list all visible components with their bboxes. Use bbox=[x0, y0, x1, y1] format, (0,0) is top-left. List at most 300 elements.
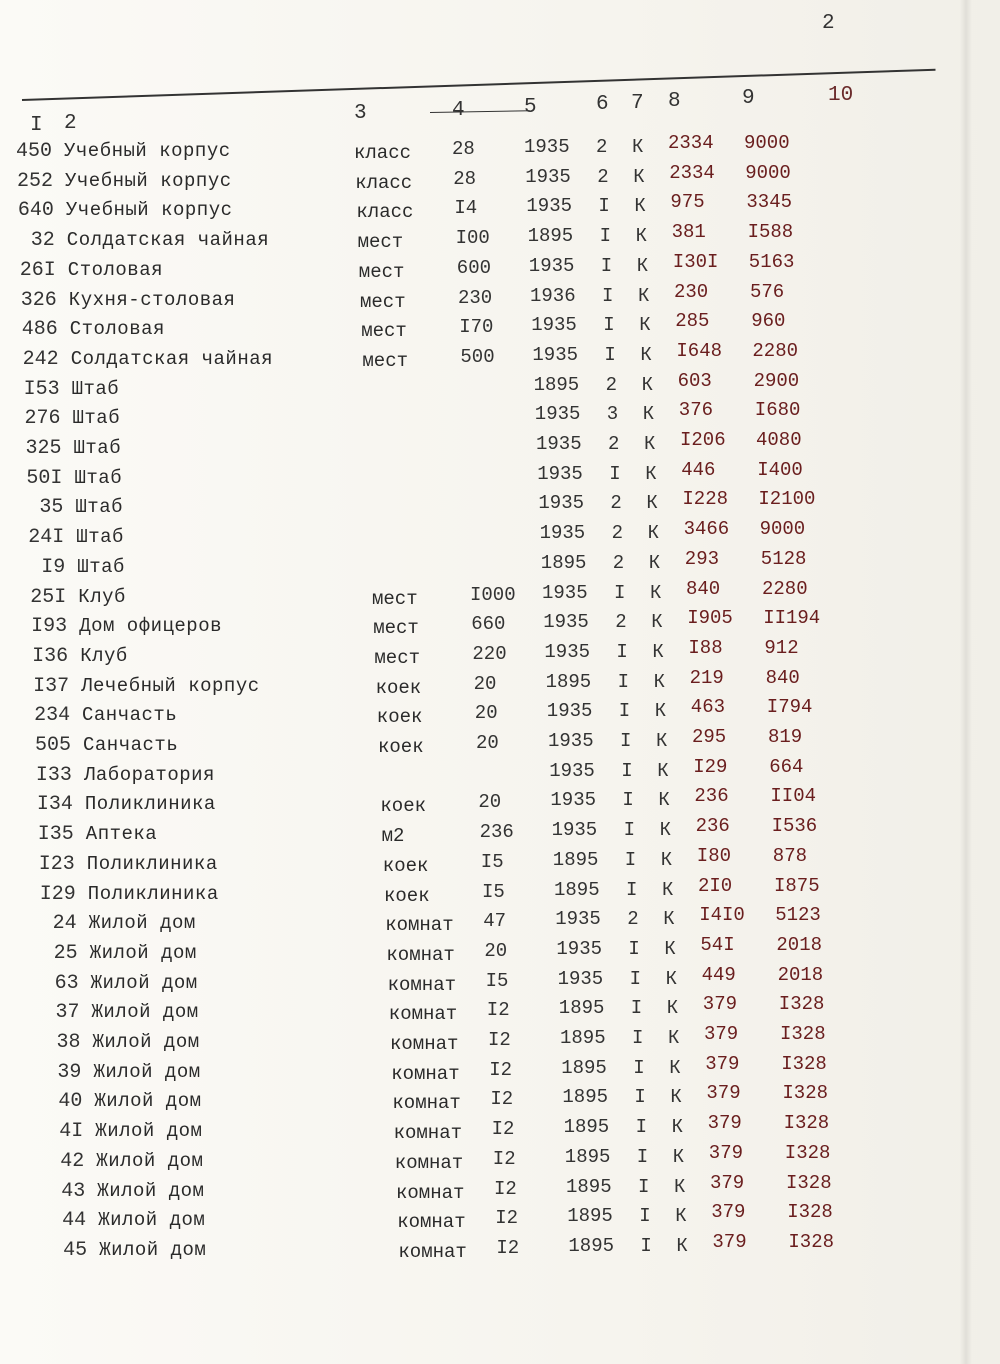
cell-num: 24 bbox=[52, 912, 77, 936]
cell-year: 1935 bbox=[543, 611, 589, 634]
cell-area: 3466 bbox=[683, 518, 730, 541]
cell-qty: 20 bbox=[474, 702, 498, 725]
cell-name: Жилой дом bbox=[97, 1179, 205, 1202]
cell-cost: II194 bbox=[763, 607, 821, 630]
cell-num: 234 bbox=[34, 704, 71, 728]
cell-unit: коек bbox=[378, 736, 424, 758]
cell-num: 32 bbox=[30, 229, 55, 253]
cell-num: I93 bbox=[31, 615, 68, 639]
cell-mat: К bbox=[641, 373, 653, 396]
cell-name: Жилой дом bbox=[92, 1031, 200, 1053]
cell-cost: 576 bbox=[750, 280, 785, 303]
cell-num: 40 bbox=[58, 1090, 83, 1114]
cell-year: 1935 bbox=[536, 433, 582, 455]
cell-mat: К bbox=[654, 700, 667, 723]
cell-mat: К bbox=[633, 165, 645, 188]
cell-year: 1895 bbox=[568, 1234, 614, 1257]
cell-name: Штаб bbox=[71, 377, 120, 400]
cell-cost: 2018 bbox=[777, 963, 824, 986]
cell-cost: 9000 bbox=[759, 518, 806, 541]
column-header-1: I bbox=[30, 114, 43, 137]
cell-num: 505 bbox=[34, 734, 71, 757]
cell-cost: 4080 bbox=[756, 429, 802, 451]
cell-floors: I bbox=[624, 848, 637, 871]
cell-qty: I2 bbox=[489, 1058, 512, 1081]
cell-cost: I794 bbox=[766, 696, 813, 719]
cell-year: 1895 bbox=[563, 1116, 610, 1139]
cell-area: 603 bbox=[677, 369, 712, 392]
cell-name: Штаб bbox=[76, 526, 124, 549]
cell-area: I228 bbox=[682, 488, 728, 511]
cell-name: Жилой дом bbox=[99, 1238, 207, 1261]
cell-mat: К bbox=[636, 254, 649, 277]
cell-cost: II04 bbox=[770, 785, 816, 808]
cell-num: 38 bbox=[56, 1031, 81, 1054]
cell-mat: К bbox=[666, 997, 679, 1020]
cell-cost: I328 bbox=[781, 1052, 827, 1075]
cell-name: Штаб bbox=[75, 496, 123, 519]
cell-name: Солдатская чайная bbox=[66, 229, 270, 252]
cell-area: I30I bbox=[672, 250, 719, 273]
cell-area: 219 bbox=[689, 666, 724, 689]
cell-year: 1895 bbox=[566, 1175, 612, 1198]
cell-area: 379 bbox=[711, 1201, 746, 1224]
cell-unit: класс bbox=[355, 171, 413, 194]
cell-qty: I5 bbox=[480, 850, 504, 873]
cell-floors: I bbox=[600, 254, 613, 277]
cell-name: Аптека bbox=[85, 823, 158, 846]
cell-name: Клуб bbox=[78, 585, 126, 608]
cell-cost: I680 bbox=[754, 399, 801, 422]
cell-name: Жилой дом bbox=[98, 1209, 206, 1232]
cell-mat: К bbox=[676, 1234, 688, 1257]
cell-cost: 3345 bbox=[746, 191, 792, 214]
cell-floors: I bbox=[623, 819, 635, 842]
cell-year: 1935 bbox=[534, 403, 581, 426]
cell-floors: 2 bbox=[608, 433, 620, 455]
cell-name: Жилой дом bbox=[88, 912, 196, 935]
cell-mat: К bbox=[653, 670, 665, 693]
cell-cost: I328 bbox=[786, 1171, 832, 1194]
cell-unit: комнат bbox=[397, 1211, 466, 1234]
cell-num: 25I bbox=[30, 585, 67, 609]
cell-name: Жилой дом bbox=[93, 1060, 201, 1083]
cell-year: 1895 bbox=[527, 225, 574, 248]
cell-unit: коек bbox=[380, 795, 426, 818]
cell-unit: комнат bbox=[394, 1151, 464, 1174]
cell-floors: 2 bbox=[612, 551, 625, 574]
cell-year: 1895 bbox=[562, 1086, 608, 1109]
cell-unit: комнат bbox=[387, 973, 457, 996]
cell-num: I35 bbox=[37, 823, 74, 847]
cell-num: 50I bbox=[26, 466, 63, 490]
cell-area: 295 bbox=[692, 726, 727, 748]
cell-year: 1935 bbox=[538, 492, 584, 515]
cell-num: I53 bbox=[23, 377, 60, 401]
cell-mat: К bbox=[644, 433, 656, 455]
cell-mat: К bbox=[645, 462, 657, 485]
cell-unit: коек bbox=[376, 706, 423, 729]
cell-mat: К bbox=[665, 967, 677, 990]
column-header-4: 4 bbox=[452, 99, 465, 122]
cell-cost: 2280 bbox=[762, 577, 808, 600]
cell-qty: I2 bbox=[491, 1118, 515, 1141]
cell-year: 1935 bbox=[544, 640, 590, 663]
cell-name: Штаб bbox=[73, 437, 122, 459]
cell-num: 63 bbox=[54, 971, 79, 995]
cell-name: Учебный корпус bbox=[65, 199, 233, 222]
cell-mat: К bbox=[675, 1205, 687, 1228]
cell-cost: I328 bbox=[778, 993, 825, 1016]
cell-floors: I bbox=[622, 789, 634, 812]
cell-cost: 9000 bbox=[745, 161, 791, 184]
cell-floors: 2 bbox=[610, 492, 622, 515]
cell-mat: К bbox=[648, 551, 661, 574]
cell-unit: мест bbox=[373, 617, 419, 640]
cell-year: 1895 bbox=[545, 670, 592, 693]
cell-area: I88 bbox=[688, 636, 723, 659]
cell-cost: 5128 bbox=[760, 547, 807, 570]
cell-mat: К bbox=[647, 522, 659, 545]
cell-unit: мест bbox=[372, 587, 418, 610]
cell-cost: 878 bbox=[772, 844, 808, 867]
cell-floors: I bbox=[626, 878, 638, 901]
cell-mat: К bbox=[663, 908, 675, 931]
header-rule bbox=[22, 69, 936, 101]
column-header-3: 3 bbox=[354, 102, 367, 125]
cell-cost: I328 bbox=[782, 1082, 828, 1105]
cell-num: I33 bbox=[35, 763, 72, 787]
cell-unit: коек bbox=[382, 854, 429, 877]
cell-area: 376 bbox=[678, 399, 714, 422]
cell-year: 1935 bbox=[526, 195, 572, 218]
cell-year: 1935 bbox=[532, 343, 578, 366]
cell-floors: 2 bbox=[605, 373, 617, 396]
cell-unit: комнат bbox=[396, 1181, 465, 1204]
cell-num: 42 bbox=[60, 1149, 85, 1173]
cell-floors: I bbox=[621, 759, 633, 782]
cell-qty: 20 bbox=[478, 791, 502, 814]
cell-year: 1935 bbox=[557, 967, 604, 990]
cell-qty: I2 bbox=[494, 1177, 517, 1200]
cell-unit: класс bbox=[354, 142, 412, 164]
cell-cost: I2100 bbox=[758, 488, 816, 511]
cell-num: 326 bbox=[20, 288, 57, 312]
cell-area: 54I bbox=[700, 933, 735, 956]
cell-qty: 236 bbox=[479, 821, 514, 844]
cell-area: 293 bbox=[684, 547, 720, 570]
cell-unit: коек bbox=[384, 884, 430, 907]
cell-name: Поликлиника bbox=[84, 793, 216, 816]
cell-qty: I70 bbox=[459, 316, 494, 339]
cell-qty: 20 bbox=[476, 732, 499, 754]
cell-cost: I328 bbox=[784, 1141, 831, 1164]
cell-year: 1935 bbox=[549, 759, 595, 782]
cell-unit: мест bbox=[374, 646, 420, 669]
cell-unit: коек bbox=[375, 676, 422, 699]
cell-num: 24I bbox=[28, 526, 65, 550]
cell-num: 43 bbox=[61, 1179, 86, 1203]
cell-unit: мест bbox=[362, 349, 408, 372]
cell-num: 35 bbox=[39, 496, 64, 520]
column-header-5: 5 bbox=[524, 96, 537, 119]
cell-qty: I5 bbox=[482, 880, 505, 903]
cell-year: 1895 bbox=[554, 878, 600, 901]
cell-qty: 47 bbox=[483, 910, 506, 933]
cell-unit: мест bbox=[361, 320, 407, 343]
cell-unit: комнат bbox=[385, 914, 454, 937]
cell-name: Жилой дом bbox=[91, 1001, 199, 1024]
cell-floors: I bbox=[635, 1116, 647, 1139]
cell-cost: I588 bbox=[747, 221, 794, 244]
cell-name: Солдатская чайная bbox=[70, 347, 274, 370]
table-row bbox=[0, 310, 940, 348]
cell-area: 230 bbox=[674, 280, 709, 303]
cell-name: Столовая bbox=[69, 318, 165, 341]
cell-floors: I bbox=[629, 967, 641, 990]
cell-name: Санчасть bbox=[83, 734, 179, 756]
cell-year: 1895 bbox=[558, 997, 605, 1020]
cell-year: 1895 bbox=[552, 848, 599, 871]
cell-num: I29 bbox=[39, 882, 76, 906]
cell-num: 450 bbox=[15, 140, 52, 163]
cell-floors: I bbox=[603, 314, 615, 337]
cell-area: 379 bbox=[708, 1141, 744, 1164]
cell-year: 1935 bbox=[550, 789, 596, 812]
cell-unit: комнат bbox=[390, 1033, 459, 1055]
cell-year: 1935 bbox=[539, 522, 586, 545]
cell-num: I34 bbox=[36, 793, 73, 817]
cell-num: 486 bbox=[21, 318, 58, 342]
cell-name: Учебный корпус bbox=[64, 140, 231, 162]
cell-qty: 28 bbox=[453, 167, 476, 190]
cell-cost: 840 bbox=[765, 666, 800, 689]
cell-floors: I bbox=[599, 225, 611, 248]
cell-num: 26I bbox=[19, 258, 56, 282]
cell-area: 379 bbox=[705, 1052, 740, 1075]
cell-area: 381 bbox=[671, 221, 706, 244]
table-row bbox=[0, 1230, 940, 1269]
cell-name: Штаб bbox=[77, 555, 125, 578]
cell-qty: I5 bbox=[485, 969, 509, 992]
cell-floors: 2 bbox=[596, 136, 608, 158]
cell-unit: комнат bbox=[392, 1092, 461, 1115]
column-header-7: 7 bbox=[631, 92, 644, 115]
table-row bbox=[0, 280, 940, 319]
cell-area: 379 bbox=[710, 1171, 745, 1194]
cell-floors: I bbox=[639, 1205, 651, 1228]
cell-name: Лечебный корпус bbox=[81, 674, 260, 697]
cell-num: 325 bbox=[25, 437, 62, 460]
cell-num: 4I bbox=[59, 1120, 84, 1144]
cell-floors: I bbox=[620, 730, 632, 752]
cell-mat: К bbox=[669, 1056, 681, 1079]
cell-floors: I bbox=[609, 462, 621, 485]
cell-mat: К bbox=[640, 343, 652, 366]
cell-unit: комнат bbox=[388, 1003, 458, 1026]
cell-qty: I000 bbox=[470, 583, 516, 606]
column-header-10: 10 bbox=[828, 84, 854, 107]
cell-floors: I bbox=[632, 1027, 644, 1049]
cell-cost: 912 bbox=[764, 636, 799, 659]
cell-unit: комнат bbox=[391, 1062, 460, 1085]
cell-unit: м2 bbox=[381, 825, 405, 848]
cell-mat: К bbox=[652, 640, 664, 663]
cell-mat: К bbox=[642, 403, 655, 426]
cell-num: I23 bbox=[38, 852, 75, 876]
cell-num: 37 bbox=[55, 1001, 80, 1025]
cell-unit: класс bbox=[356, 201, 414, 224]
cell-cost: 664 bbox=[769, 755, 804, 778]
cell-floors: I bbox=[628, 937, 640, 960]
cell-num: I9 bbox=[41, 555, 66, 579]
page-edge-shadow bbox=[960, 0, 972, 1364]
cell-qty: I4 bbox=[454, 197, 478, 220]
cell-floors: 2 bbox=[615, 611, 627, 634]
cell-mat: К bbox=[650, 581, 662, 604]
cell-cost: 9000 bbox=[744, 132, 790, 154]
cell-floors: I bbox=[636, 1145, 649, 1168]
cell-floors: I bbox=[638, 1175, 650, 1198]
cell-qty: I2 bbox=[488, 1029, 511, 1051]
cell-mat: К bbox=[658, 789, 670, 812]
cell-qty: 220 bbox=[472, 642, 507, 665]
cell-mat: К bbox=[668, 1027, 680, 1049]
cell-qty: I2 bbox=[490, 1088, 514, 1111]
cell-name: Учебный корпус bbox=[65, 169, 232, 192]
cell-qty: 230 bbox=[458, 286, 493, 309]
cell-floors: I bbox=[630, 997, 643, 1020]
cell-mat: К bbox=[638, 284, 650, 307]
cell-mat: К bbox=[662, 878, 674, 901]
table-row bbox=[0, 161, 940, 200]
cell-qty: I2 bbox=[486, 999, 510, 1022]
cell-num: 242 bbox=[22, 347, 59, 371]
cell-floors: I bbox=[640, 1234, 652, 1257]
cell-cost: I536 bbox=[771, 815, 818, 838]
cell-mat: К bbox=[646, 492, 658, 515]
cell-cost: I328 bbox=[788, 1230, 834, 1253]
cell-unit: мест bbox=[357, 231, 404, 254]
table-row bbox=[0, 250, 940, 289]
cell-mat: К bbox=[672, 1145, 685, 1168]
cell-name: Жилой дом bbox=[96, 1149, 204, 1172]
cell-qty: 20 bbox=[473, 672, 497, 695]
cell-year: 1895 bbox=[540, 551, 587, 574]
cell-area: 975 bbox=[670, 191, 705, 214]
cell-area: 379 bbox=[704, 1023, 739, 1045]
cell-name: Поликлиника bbox=[86, 852, 218, 875]
cell-cost: I328 bbox=[783, 1112, 830, 1135]
cell-floors: I bbox=[614, 581, 626, 604]
cell-mat: К bbox=[639, 314, 651, 337]
column-header-6: 6 bbox=[596, 93, 609, 116]
cell-qty: 28 bbox=[452, 138, 475, 160]
cell-year: 1935 bbox=[525, 165, 571, 188]
cell-num: 252 bbox=[16, 169, 53, 193]
cell-area: 446 bbox=[681, 458, 716, 481]
cell-qty: 500 bbox=[460, 345, 495, 368]
cell-floors: 2 bbox=[627, 908, 639, 931]
cell-name: Жилой дом bbox=[95, 1120, 203, 1143]
cell-year: 1935 bbox=[555, 908, 601, 931]
cell-qty: I2 bbox=[496, 1236, 520, 1259]
cell-cost: 2280 bbox=[752, 339, 798, 362]
cell-cost: 2900 bbox=[753, 369, 800, 392]
cell-cost: I400 bbox=[757, 458, 803, 481]
cell-name: Жилой дом bbox=[94, 1090, 202, 1113]
cell-floors: I bbox=[604, 343, 616, 366]
cell-mat: К bbox=[664, 937, 676, 960]
cell-area: 379 bbox=[706, 1082, 741, 1105]
header-rule-short bbox=[430, 110, 530, 113]
cell-qty: I2 bbox=[492, 1147, 516, 1170]
table-row bbox=[0, 191, 940, 229]
table-row bbox=[0, 607, 940, 645]
cell-mat: К bbox=[651, 611, 663, 634]
cell-year: 1936 bbox=[530, 284, 576, 307]
cell-name: Лаборатория bbox=[84, 763, 215, 786]
cell-area: 2334 bbox=[668, 132, 714, 154]
column-header-9: 9 bbox=[742, 87, 755, 110]
cell-year: 1935 bbox=[556, 937, 602, 960]
cell-year: 1895 bbox=[533, 373, 580, 396]
cell-cost: I875 bbox=[774, 874, 820, 897]
cell-year: 1935 bbox=[528, 254, 575, 277]
cell-area: 285 bbox=[675, 310, 710, 333]
cell-area: I648 bbox=[676, 339, 722, 362]
cell-name: Клуб bbox=[80, 644, 128, 667]
cell-floors: I bbox=[602, 284, 614, 307]
cell-mat: К bbox=[670, 1086, 682, 1109]
column-header-8: 8 bbox=[668, 90, 681, 113]
cell-year: 1935 bbox=[546, 700, 593, 723]
cell-area: 379 bbox=[702, 993, 738, 1016]
cell-year: 1935 bbox=[551, 819, 598, 842]
cell-num: I37 bbox=[33, 674, 70, 698]
cell-num: I36 bbox=[32, 644, 69, 668]
cell-area: 840 bbox=[686, 577, 721, 600]
cell-area: 236 bbox=[695, 815, 730, 838]
cell-mat: К bbox=[660, 848, 673, 871]
cell-year: 1935 bbox=[537, 462, 583, 485]
cell-name: Столовая bbox=[67, 258, 164, 281]
cell-floors: 2 bbox=[597, 165, 609, 188]
cell-qty: 600 bbox=[456, 256, 492, 279]
cell-mat: К bbox=[634, 195, 646, 218]
cell-mat: К bbox=[659, 819, 671, 842]
cell-cost: I328 bbox=[780, 1023, 826, 1045]
cell-name: Штаб bbox=[74, 466, 123, 489]
cell-mat: К bbox=[674, 1175, 686, 1198]
cell-cost: 960 bbox=[751, 310, 786, 333]
cell-qty: I2 bbox=[495, 1207, 518, 1230]
column-header-2: 2 bbox=[64, 112, 77, 135]
cell-floors: 3 bbox=[606, 403, 619, 426]
cell-floors: I bbox=[633, 1056, 645, 1079]
cell-qty: I00 bbox=[455, 227, 490, 250]
cell-area: I905 bbox=[687, 607, 733, 630]
cell-cost: 819 bbox=[768, 726, 803, 748]
cell-area: 449 bbox=[701, 963, 736, 986]
cell-floors: 2 bbox=[611, 522, 623, 545]
cell-name: Санчасть bbox=[82, 704, 178, 727]
cell-qty: 660 bbox=[471, 613, 506, 636]
cell-year: 1935 bbox=[542, 581, 588, 604]
cell-num: 640 bbox=[17, 199, 54, 223]
cell-num: 39 bbox=[57, 1060, 82, 1084]
cell-area: I206 bbox=[680, 429, 726, 451]
